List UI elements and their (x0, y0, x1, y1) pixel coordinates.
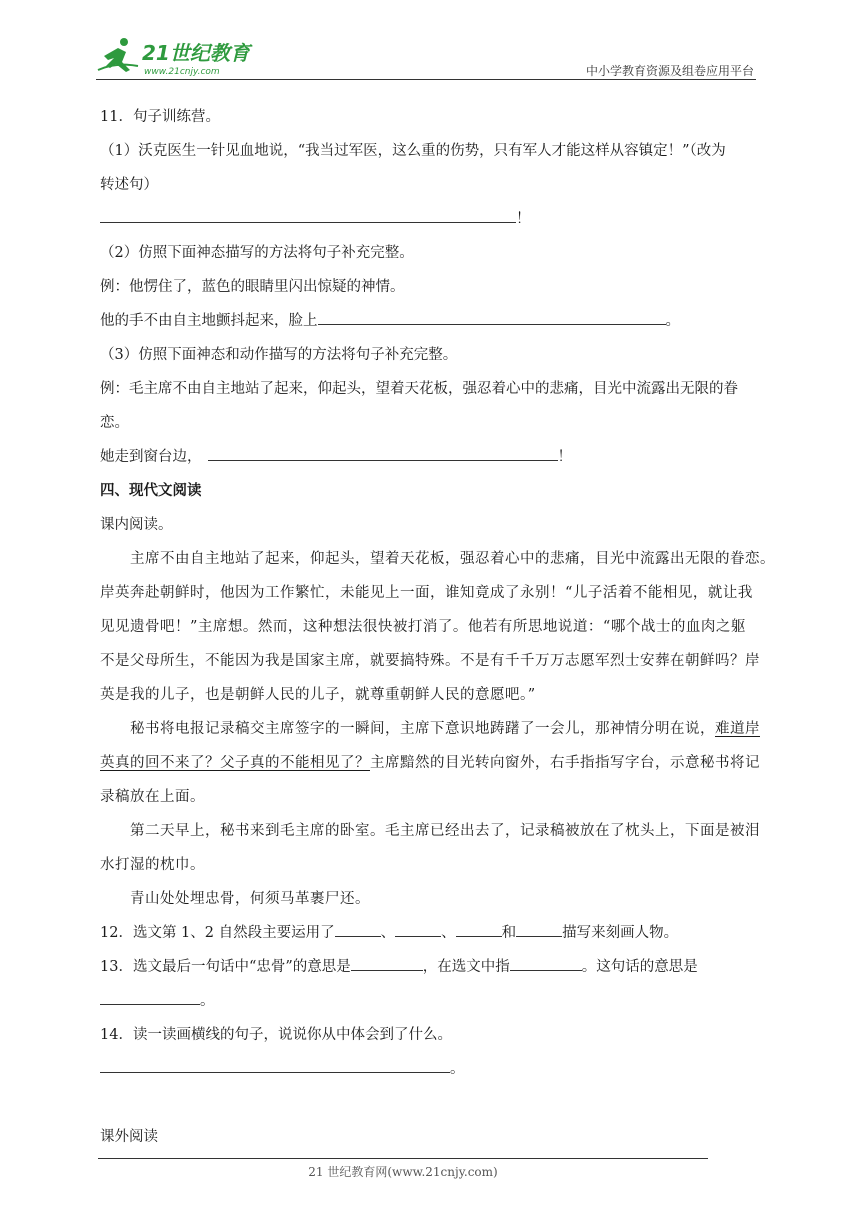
q11-p2-end: 。 (665, 313, 680, 329)
answer-blank[interactable] (395, 922, 441, 937)
footer-divider (98, 1158, 708, 1159)
q11-p1-end: ！ (516, 211, 531, 227)
answer-blank[interactable] (100, 208, 516, 223)
runner-icon (98, 38, 138, 72)
passage-line: 录稿放在上面。 (100, 789, 205, 805)
q12-sep: 和 (501, 925, 517, 941)
passage-line: 青山处处埋忠骨，何须马革裹尸还。 (130, 891, 370, 907)
q11-p2-title: （2）仿照下面神态描写的方法将句子补充完整。 (100, 245, 414, 261)
header-divider (96, 79, 756, 80)
q12 (100, 916, 764, 950)
q11-p3-title: （3）仿照下面神态和动作描写的方法将句子补充完整。 (100, 347, 458, 363)
q11-p1-line2: 转述句） (100, 177, 158, 193)
q11-p3-example-line2: 恋。 (100, 415, 129, 431)
answer-blank[interactable] (516, 922, 562, 937)
underlined-sentence: 难道岸 (715, 721, 760, 737)
answer-blank[interactable] (456, 922, 502, 937)
answer-blank[interactable] (510, 956, 582, 971)
answer-blank[interactable] (208, 446, 558, 461)
q11-p3-answer (100, 440, 764, 474)
q14-end: 。 (450, 1061, 465, 1077)
section-heading: 四、现代文阅读 (100, 482, 202, 499)
platform-name: 中小学教育资源及组卷应用平台 (585, 64, 754, 78)
q12-text: 描写来刻画人物。 (562, 925, 679, 941)
q11-p1-answer (100, 202, 764, 236)
q14: 14．读一读画横线的句子，说说你从中体会到了什么。 (100, 1027, 452, 1043)
q13 (100, 950, 764, 984)
site-logo (96, 36, 266, 78)
answer-blank[interactable] (318, 310, 666, 325)
q14-answer (100, 1052, 764, 1086)
passage-text: 秘书将电报记录稿交主席签字的一瞬间，主席下意识地踌躇了一会儿，那神情分明在说， (130, 721, 715, 737)
q11-p2-prompt: 他的手不由自主地颤抖起来，脸上 (100, 313, 318, 329)
answer-blank[interactable] (335, 922, 381, 937)
q11-p3-end: ！ (557, 449, 572, 465)
answer-blank[interactable] (100, 990, 200, 1005)
passage-line: 岸英奔赴朝鲜时，他因为工作繁忙，未能见上一面，谁知竟成了永别！“儿子活着不能相见，就让我 (100, 585, 753, 601)
passage-line: 不是父母所生，不能因为我是国家主席，就要搞特殊。不是有千千万万志愿军烈士安葬在朝鲜吗？岸 (100, 653, 760, 669)
q12-sep: 、 (380, 925, 396, 941)
logo-url: www.21cnjy.com (144, 67, 220, 77)
section-subheading: 课内阅读。 (100, 517, 173, 533)
q11-p2-example: 例：他愣住了，蓝色的眼睛里闪出惊疑的神情。 (100, 279, 405, 295)
q11-p2-answer (100, 304, 764, 338)
logo-text: 21世纪教育 (142, 41, 250, 65)
q13-text: 13．选文最后一句话中“忠骨”的意思是 (100, 959, 351, 975)
passage-text: 主席黯然的目光转向窗外，右手指指写字台，示意秘书将记 (370, 755, 760, 771)
passage-line: 水打湿的枕巾。 (100, 857, 205, 873)
passage-line: 第二天早上，秘书来到毛主席的卧室。毛主席已经出去了，记录稿被放在了枕头上，下面是被泪 (130, 823, 760, 839)
q11-p3-prompt: 她走到窗台边， (100, 449, 202, 465)
q13-answer (100, 984, 764, 1018)
q12-text: 12．选文第 1、2 自然段主要运用了 (100, 925, 335, 941)
reading-passage (100, 542, 775, 916)
passage-line (100, 712, 764, 746)
passage-line (100, 746, 764, 780)
answer-blank[interactable] (351, 956, 423, 971)
footer-text[interactable]: 21 世纪教育网(www.21cnjy.com) (308, 1165, 498, 1179)
answer-blank[interactable] (100, 1058, 450, 1073)
passage-line: 主席不由自主地站了起来，仰起头，望着天花板，强忍着心中的悲痛，目光中流露出无限的眷恋。 (130, 551, 775, 567)
q13-text: ，在选文中指 (422, 959, 510, 975)
outside-reading-heading: 课外阅读 (100, 1129, 158, 1145)
q12-sep: 、 (441, 925, 456, 941)
q13-text: 。这句话的意思是 (581, 959, 698, 975)
q11-p1-line1: （1）沃克医生一针见血地说，“我当过军医，这么重的伤势，只有军人才能这样从容镇定！”（改为 (100, 143, 726, 159)
passage-line: 英是我的儿子，也是朝鲜人民的儿子，就尊重朝鲜人民的意愿吧。” (100, 687, 536, 703)
passage-line: 见见遗骨吧！”主席想。然而，这种想法很快被打消了。他若有所思地说道：“哪个战士的血肉之躯 (100, 619, 746, 635)
q11-title: 11．句子训练营。 (100, 109, 220, 125)
q13-end: 。 (200, 993, 215, 1009)
q11-p3-example-line1: 例：毛主席不由自主地站了起来，仰起头，望着天花板，强忍着心中的悲痛，目光中流露出无限的眷 (100, 381, 738, 397)
document-body (100, 100, 775, 1154)
underlined-sentence: 英真的回不来了？父子真的不能相见了？ (100, 755, 370, 771)
